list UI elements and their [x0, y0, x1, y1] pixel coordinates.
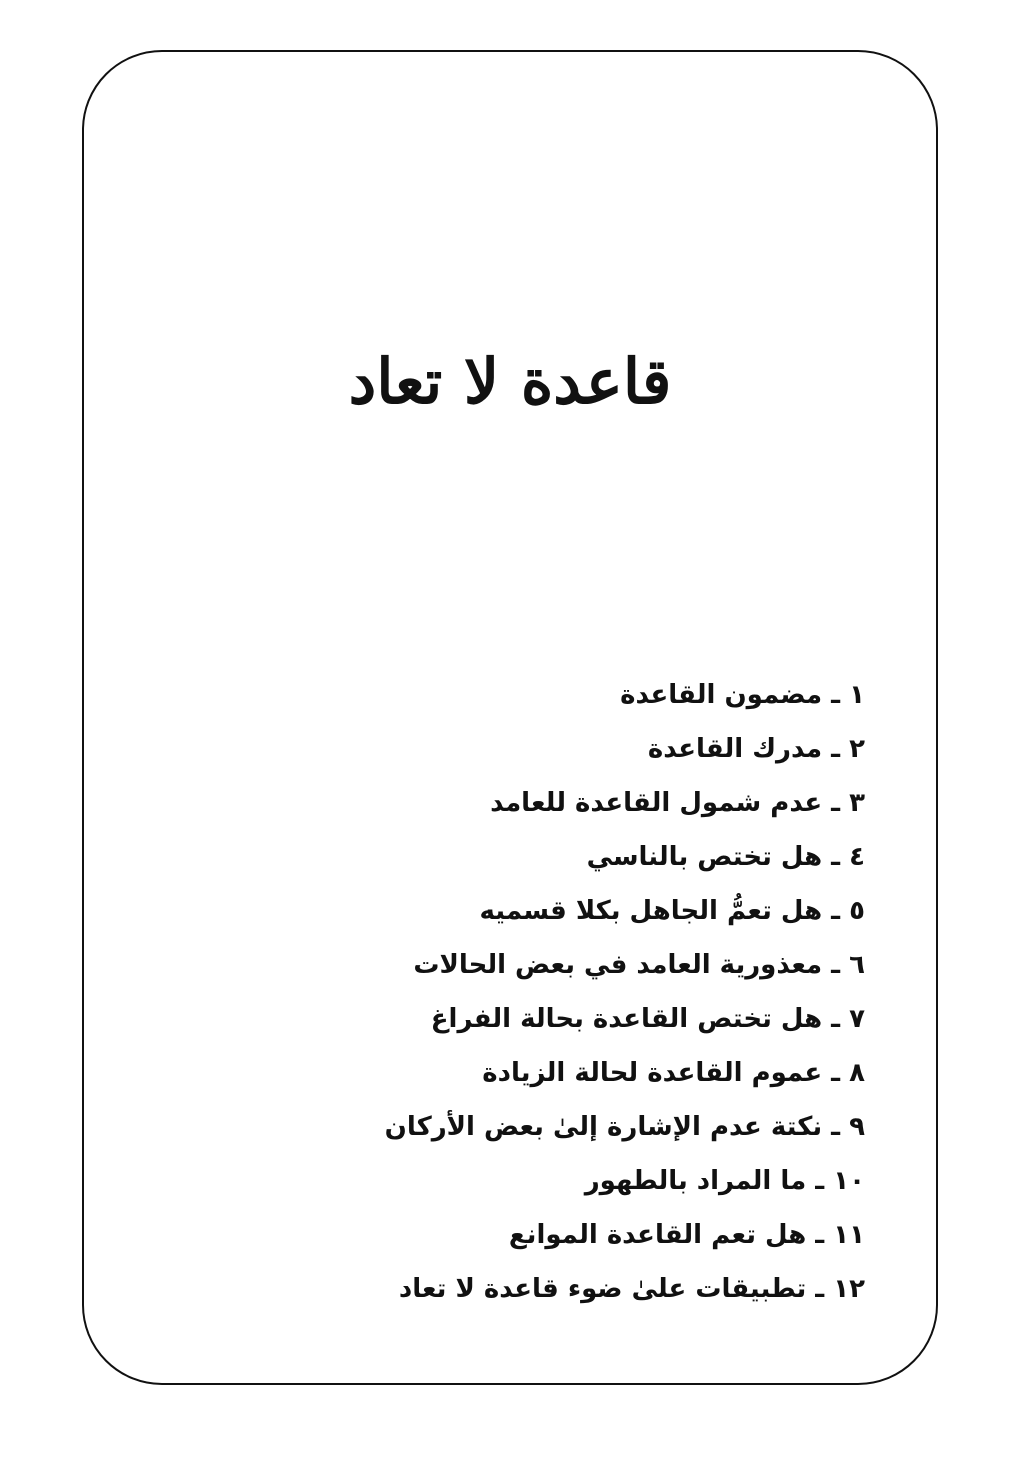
toc-item: ١١ ـ هل تعم القاعدة الموانع [508, 1220, 865, 1250]
toc-item: ٩ ـ نكتة عدم الإشارة إلىٰ بعض الأركان [384, 1112, 865, 1142]
table-of-contents [345, 668, 865, 1316]
toc-item: ١٢ ـ تطبيقات علىٰ ضوء قاعدة لا تعاد [398, 1274, 865, 1304]
page-title: قاعدة لا تعاد [348, 345, 672, 418]
toc-item: ٣ ـ عدم شمول القاعدة للعامد [490, 788, 865, 818]
toc-item: ٥ ـ هل تعمُّ الجاهل بكلا قسميه [479, 896, 865, 926]
toc-item: ٨ ـ عموم القاعدة لحالة الزيادة [482, 1058, 865, 1088]
toc-item: ٤ ـ هل تختص بالناسي [586, 842, 865, 872]
toc-item: ١٠ ـ ما المراد بالطهور [584, 1166, 865, 1196]
toc-item: ١ ـ مضمون القاعدة [620, 680, 865, 710]
toc-item: ٧ ـ هل تختص القاعدة بحالة الفراغ [430, 1004, 865, 1034]
toc-item: ٦ ـ معذورية العامد في بعض الحالات [413, 950, 865, 980]
toc-item: ٢ ـ مدرك القاعدة [647, 734, 865, 764]
